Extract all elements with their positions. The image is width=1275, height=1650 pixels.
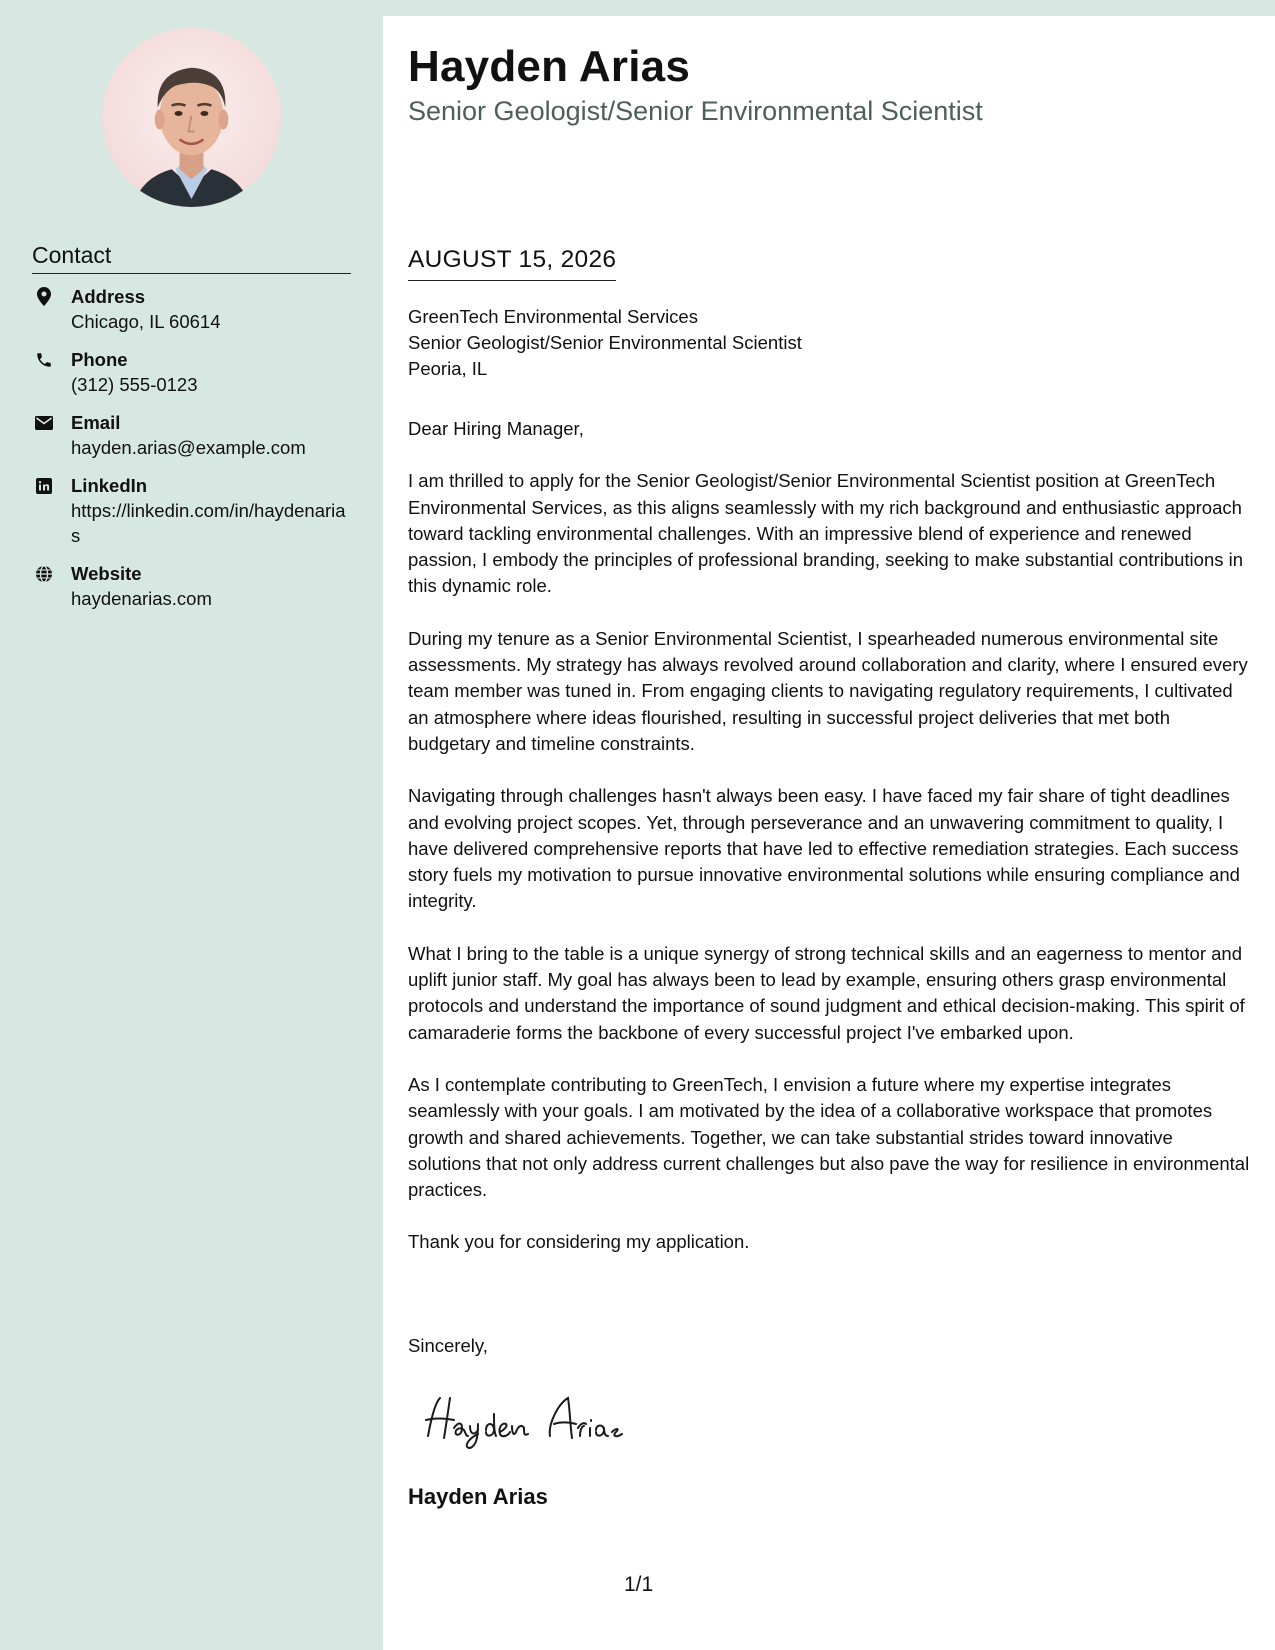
salutation: Dear Hiring Manager, [408,418,584,439]
closing: Sincerely, [408,1335,488,1356]
job-title: Senior Geologist/Senior Environmental Scientist [408,96,983,126]
letter-paragraph: Navigating through challenges hasn't always been easy. I have faced my fair share of tight deadlines and evolving project scopes. Yet, through perseverance and an unwavering commitment to quality, I have delivered comprehensive reports that have led to effective remediation strategies. Each success story fuels my motivation to pursue innovative environmental solutions while ensuring compliance and integrity. [408,785,1240,912]
linkedin-icon [34,476,53,495]
main-content [383,16,1275,1650]
contact-item-phone [32,347,362,397]
contact-label: Phone [71,349,128,370]
letter-paragraph: What I bring to the table is a unique synergy of strong technical skills and an eagerness to mentor and uplift junior staff. My goal has always been to lead by example, ensuring others grasp environmental protocols and understand the importance of sound judgment and ethical decision-making. This spirit of camaraderie forms the backbone of every successful project I've embarked upon. [408,942,1245,1043]
letter-paragraph: During my tenure as a Senior Environmental Scientist, I spearheaded numerous environmental site assessments. My strategy has always revolved around collaboration and clarity, where I ensured every team member was tuned in. From engaging clients to navigating regulatory requirements, I cultivated an atmosphere where ideas flourished, resulting in successful project deliveries that met both budgetary and timeline constraints. [408,627,1248,754]
linkedin-value[interactable]: https://linkedin.com/in/haydenarias [71,500,346,546]
sidebar [0,0,383,1650]
website-value[interactable]: haydenarias.com [71,588,212,609]
email-value[interactable]: hayden.arias@example.com [71,437,306,458]
phone-value: (312) 555-0123 [71,374,198,395]
applicant-name: Hayden Arias [408,42,690,91]
recipient-position: Senior Geologist/Senior Environmental Scientist [408,332,802,353]
letter-body [408,416,1250,1282]
page-number: 1/1 [624,1573,654,1596]
contact-heading: Contact [32,240,351,274]
contact-item-website [32,561,362,611]
signer-name: Hayden Arias [408,1484,548,1509]
contact-label: Address [71,286,146,307]
contact-label: Email [71,412,121,433]
phone-icon [34,350,53,369]
contact-item-address [32,284,362,334]
letter-paragraph: I am thrilled to apply for the Senior Geologist/Senior Environmental Scientist position at GreenTech Environmental Services, as this aligns seamlessly with my rich background and enthusiastic approach toward tackling environmental challenges. With an impressive blend of experience and renewed passion, I embody the principles of professional branding, seeking to make substantial contributions in this dynamic role. [408,470,1244,597]
contact-item-linkedin [32,473,362,548]
map-pin-icon [34,287,53,306]
globe-icon [34,564,53,583]
letter-paragraph: As I contemplate contributing to GreenTech, I envision a future where my expertise integrates seamlessly with your goals. I am motivated by the idea of a collaborative workspace that promotes growth and shared achievements. Together, we can take substantial strides toward innovative solutions that not only address current challenges but also pave the way for resilience in environmental practices. [408,1073,1250,1201]
recipient-block [408,304,802,382]
profile-photo [102,28,281,207]
recipient-company: GreenTech Environmental Services [408,306,698,327]
contact-list [32,284,362,624]
recipient-location: Peoria, IL [408,358,488,379]
envelope-icon [34,413,53,432]
contact-label: Website [71,563,142,584]
letter-paragraph: Thank you for considering my application. [408,1231,750,1253]
profile-photo-illustration [102,28,281,207]
handwritten-signature [420,1384,660,1452]
contact-item-email [32,410,362,460]
contact-label: LinkedIn [71,475,148,496]
letter-date: AUGUST 15, 2026 [408,244,616,281]
address-value: Chicago, IL 60614 [71,311,221,332]
